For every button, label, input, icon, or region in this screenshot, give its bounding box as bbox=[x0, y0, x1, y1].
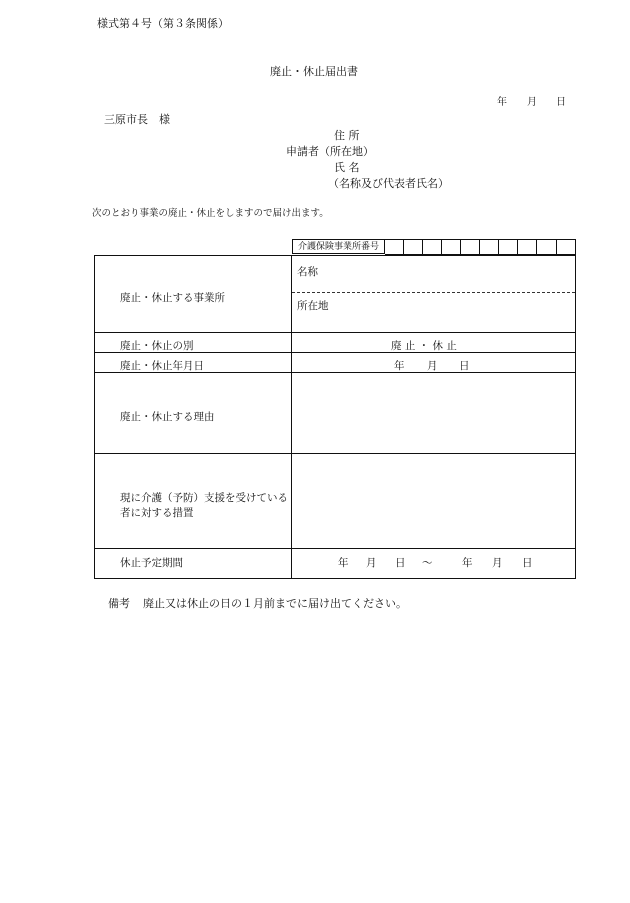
period-label: 休止予定期間 bbox=[120, 557, 183, 569]
date-day: 日 bbox=[459, 360, 470, 372]
measures-label-line2: 者に対する措置 bbox=[120, 507, 194, 519]
period-end-year: 年 bbox=[462, 557, 473, 569]
period-start-year: 年 bbox=[338, 557, 349, 569]
applicant-label: 申請者（所在地） bbox=[286, 145, 374, 158]
row-divider bbox=[95, 332, 575, 333]
type-label: 廃止・休止の別 bbox=[120, 340, 194, 352]
office-number-digit-box[interactable] bbox=[442, 239, 461, 255]
office-number-label: 介護保険事業所番号 bbox=[292, 239, 385, 254]
row-divider bbox=[95, 453, 575, 454]
office-number-digit-box[interactable] bbox=[385, 239, 404, 255]
period-start-month: 月 bbox=[366, 557, 377, 569]
date-month: 月 bbox=[527, 97, 537, 108]
form-number: 様式第４号（第３条関係） bbox=[97, 17, 229, 30]
date-year: 年 bbox=[497, 97, 507, 108]
name-sub-label: （名称及び代表者氏名） bbox=[328, 177, 449, 190]
measures-field[interactable] bbox=[295, 457, 571, 545]
reason-field[interactable] bbox=[295, 376, 571, 450]
period-end-day: 日 bbox=[522, 557, 533, 569]
office-number-digit-box[interactable] bbox=[518, 239, 537, 255]
address-label: 住 所 bbox=[334, 129, 360, 142]
office-number-digit-box[interactable] bbox=[499, 239, 518, 255]
facility-name-label: 名称 bbox=[297, 266, 318, 278]
facility-name-field[interactable] bbox=[325, 260, 571, 286]
office-number-digit-box[interactable] bbox=[480, 239, 499, 255]
date-year: 年 bbox=[394, 360, 405, 372]
date-day: 日 bbox=[556, 97, 566, 108]
period-end-month: 月 bbox=[492, 557, 503, 569]
office-number-digit-box[interactable] bbox=[557, 239, 576, 255]
type-value[interactable]: 廃 止 ・ 休 止 bbox=[391, 340, 457, 352]
period-start-day: 日 bbox=[395, 557, 406, 569]
document-title: 廃止・休止届出書 bbox=[270, 65, 358, 78]
period-tilde: ～ bbox=[422, 557, 433, 569]
date-label: 廃止・休止年月日 bbox=[120, 360, 204, 372]
notification-table bbox=[94, 255, 576, 579]
row-divider bbox=[95, 548, 575, 549]
date-month: 月 bbox=[427, 360, 438, 372]
facility-location-label: 所在地 bbox=[297, 300, 329, 312]
addressee: 三原市長 様 bbox=[104, 113, 170, 126]
column-divider bbox=[291, 256, 292, 579]
remarks-text: 廃止又は休止の日の１月前までに届け出てください。 bbox=[143, 597, 407, 610]
office-number-digit-box[interactable] bbox=[423, 239, 442, 255]
office-number-digit-box[interactable] bbox=[537, 239, 557, 255]
reason-label: 廃止・休止する理由 bbox=[120, 411, 215, 423]
measures-label-line1: 現に介護（予防）支援を受けている bbox=[120, 492, 288, 504]
office-number-digit-box[interactable] bbox=[461, 239, 480, 255]
facility-dashed-divider bbox=[292, 292, 575, 293]
remarks-label: 備考 bbox=[108, 597, 130, 610]
facility-location-field[interactable] bbox=[331, 295, 571, 329]
name-label: 氏 名 bbox=[334, 161, 360, 174]
facility-label: 廃止・休止する事業所 bbox=[120, 292, 225, 304]
office-number-digit-box[interactable] bbox=[404, 239, 423, 255]
intro-text: 次のとおり事業の廃止・休止をしますので届け出ます。 bbox=[92, 208, 329, 219]
